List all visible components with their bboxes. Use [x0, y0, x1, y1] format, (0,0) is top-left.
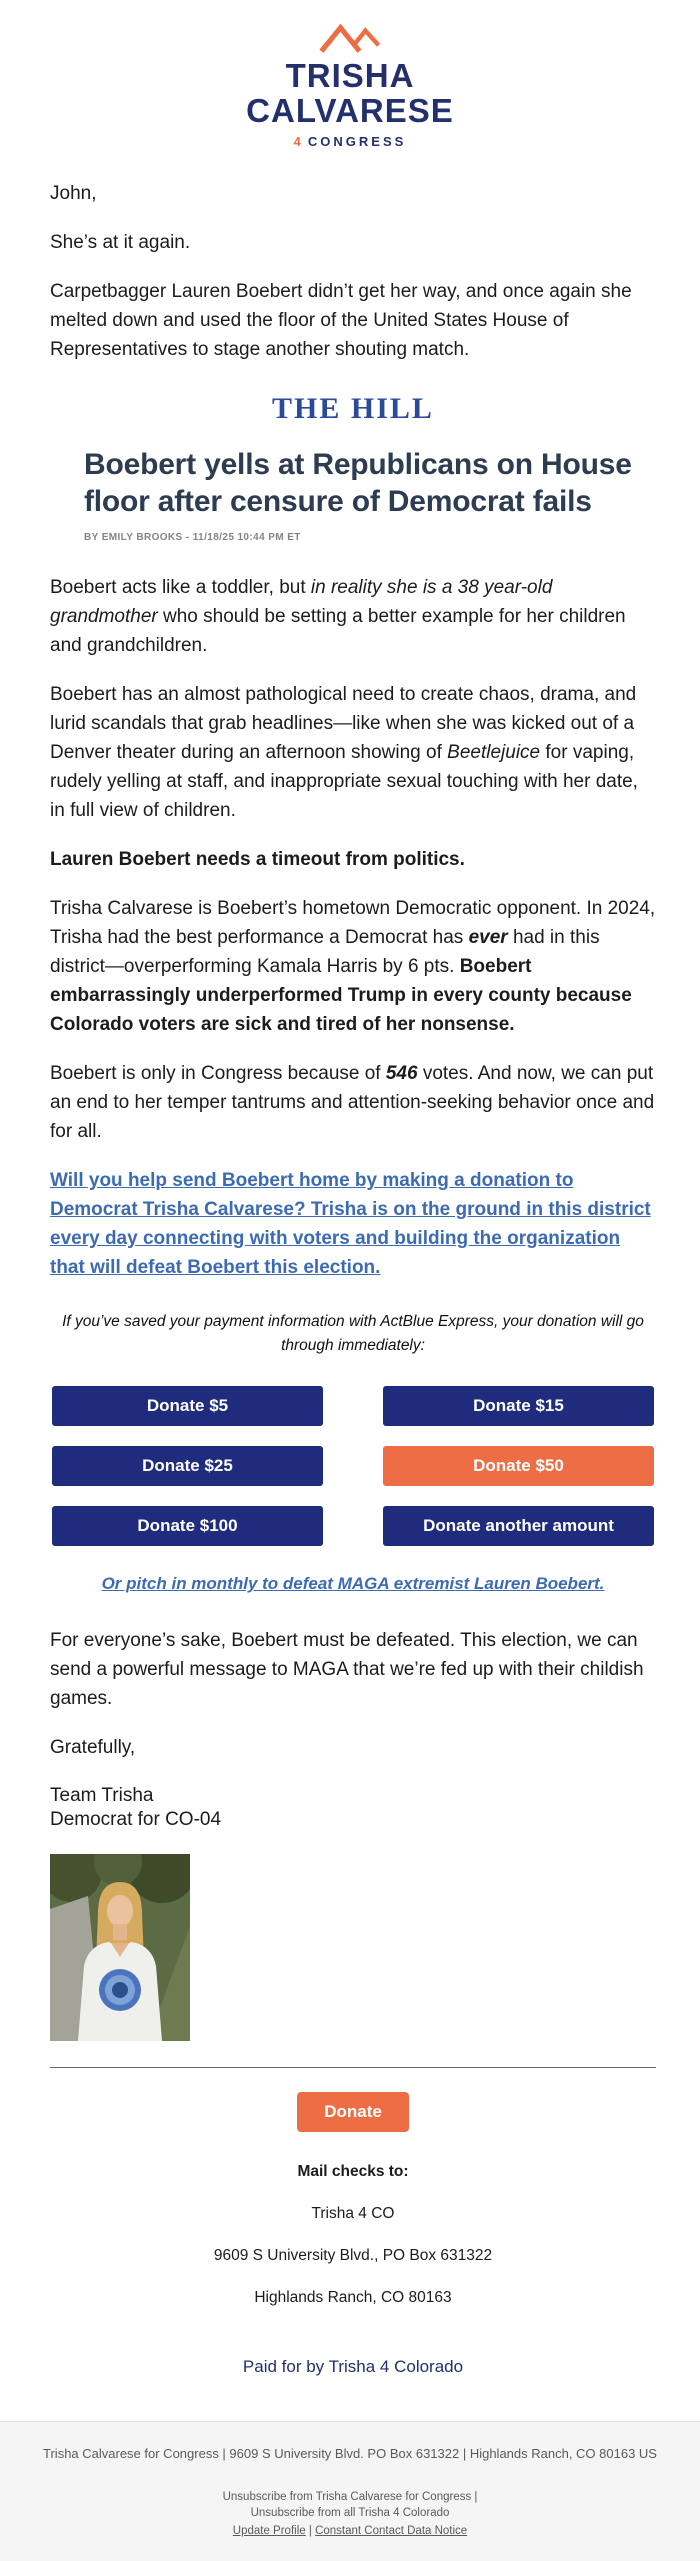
article-byline: BY EMILY BROOKS - 11/18/25 10:44 PM ET	[84, 532, 301, 543]
mail-checks-city: Highlands Ranch, CO 80163	[254, 2289, 452, 2306]
greeting: John,	[50, 183, 97, 204]
text-segment-italic: in reality she is a 38 year-old grandmother	[50, 577, 553, 627]
actblue-express-note: If you’ve saved your payment information with ActBlue Express, your donation will go through immediately:	[62, 1313, 644, 1354]
mail-checks-street: 9609 S University Blvd., PO Box 631322	[213, 2247, 493, 2264]
text-segment: Boebert is only in Congress because of	[50, 1063, 386, 1084]
donate-50-button[interactable]: Donate $50	[383, 1446, 654, 1486]
unsubscribe-all-link[interactable]: Unsubscribe from all Trisha 4 Colorado	[250, 2507, 450, 2519]
text-segment: votes. And now, we can put an end to her temper tantrums and attention-seeking behavior once and for all.	[50, 1063, 655, 1142]
paragraph-closing: For everyone’s sake, Boebert must be defeated. This election, we can send a powerful message to MAGA that we’re fed up with their childish games.	[50, 1630, 644, 1709]
text-segment-italic: Beetlejuice	[447, 742, 541, 763]
text-segment: for vaping, rudely yelling at staff, and inappropriate sexual touching with her date, in full view of children.	[50, 742, 638, 821]
mail-checks-block	[50, 2162, 656, 2308]
tagline-number: 4	[293, 134, 304, 149]
paragraph-carpetbagger: Carpetbagger Lauren Boebert didn’t get her way, and once again she melted down and used the floor of the United States House of Representatives to stage another shouting match.	[50, 281, 632, 360]
campaign-logo	[0, 0, 700, 149]
donate-button[interactable]: Donate	[297, 2092, 409, 2132]
donate-cta-wrap	[50, 2092, 656, 2132]
logo-name-line2: CALVARESE	[246, 92, 454, 129]
donate-25-button[interactable]: Donate $25	[52, 1446, 323, 1486]
unsubscribe-campaign-link[interactable]: Unsubscribe from Trisha Calvarese for Congress |	[222, 2491, 478, 2503]
logo-name-line1: TRISHA	[285, 57, 415, 94]
text-segment: Boebert acts like a toddler, but	[50, 577, 311, 598]
paragraph-toddler	[50, 573, 656, 660]
donate-other-amount-button[interactable]: Donate another amount	[383, 1506, 654, 1546]
footer-links	[40, 2523, 660, 2539]
trisha-portrait-image	[50, 1854, 190, 2041]
mountain-logo-icon	[317, 20, 383, 56]
unsubscribe-block	[40, 2489, 660, 2539]
text-segment: Boebert has an almost pathological need to create chaos, drama, and lurid scandals that grab headlines—like when she was kicked out of a Denver theater during an afternoon showing of	[50, 684, 637, 763]
valediction: Gratefully,	[50, 1737, 136, 1758]
signature-role: Democrat for CO-04	[50, 1809, 222, 1830]
paragraph-hometown	[50, 894, 656, 1039]
email-footer	[0, 2421, 700, 2561]
news-article-block	[50, 392, 656, 543]
section-divider	[50, 2067, 656, 2068]
mail-checks-heading: Mail checks to:	[297, 2163, 409, 2180]
paid-for-disclaimer: Paid for by Trisha 4 Colorado	[242, 2357, 464, 2376]
paragraph-timeout: Lauren Boebert needs a timeout from politics.	[50, 849, 465, 870]
donate-15-button[interactable]: Donate $15	[383, 1386, 654, 1426]
update-profile-link[interactable]: Update Profile	[232, 2525, 306, 2537]
signature-name: Team Trisha	[50, 1785, 154, 1806]
monthly-donation-link[interactable]: Or pitch in monthly to defeat MAGA extremist Lauren Boebert.	[101, 1574, 605, 1593]
text-segment-bold: Boebert embarrassingly underperformed Trump in every county because Colorado voters are sick and tired of her nonsense.	[50, 956, 632, 1035]
constant-contact-data-notice-link[interactable]: Constant Contact Data Notice	[315, 2525, 468, 2537]
text-segment-bold-italic: 546	[385, 1063, 418, 1084]
trisha-photo	[50, 1854, 190, 2041]
the-hill-masthead: THE HILL	[272, 392, 434, 425]
donate-100-button[interactable]: Donate $100	[52, 1506, 323, 1546]
article-headline: Boebert yells at Republicans on House floor after censure of Democrat fails	[84, 448, 632, 518]
donation-amount-grid	[52, 1386, 654, 1546]
paragraph-chaos	[50, 680, 656, 825]
email-body	[0, 149, 700, 2381]
donation-link[interactable]: Will you help send Boebert home by making a donation to Democrat Trisha Calvarese? Trisha is on the ground in this district every day connecting with voters and building the organization that will defeat Boebert this election.	[50, 1170, 651, 1278]
paragraph-546-votes	[50, 1059, 656, 1146]
paragraph-intro: She’s at it again.	[50, 232, 191, 253]
text-segment-bold-italic: ever	[468, 927, 508, 948]
text-segment: Trisha Calvarese is Boebert’s hometown Democratic opponent. In 2024, Trisha had the best performance a Democrat has	[50, 898, 656, 948]
footer-address: Trisha Calvarese for Congress | 9609 S University Blvd. PO Box 631322 | Highlands Ranch, CO 80163 US	[43, 2446, 657, 2461]
footer-links-separator: |	[308, 2525, 312, 2537]
logo-tagline	[0, 134, 700, 149]
paragraph-donation-ask	[50, 1166, 656, 1282]
text-segment: had in this district—overperforming Kamala Harris by 6 pts.	[50, 927, 600, 977]
text-segment: who should be setting a better example for her children and grandchildren.	[50, 606, 626, 656]
tagline-word: CONGRESS	[307, 134, 407, 149]
donate-5-button[interactable]: Donate $5	[52, 1386, 323, 1426]
mail-checks-payee: Trisha 4 CO	[311, 2205, 395, 2222]
